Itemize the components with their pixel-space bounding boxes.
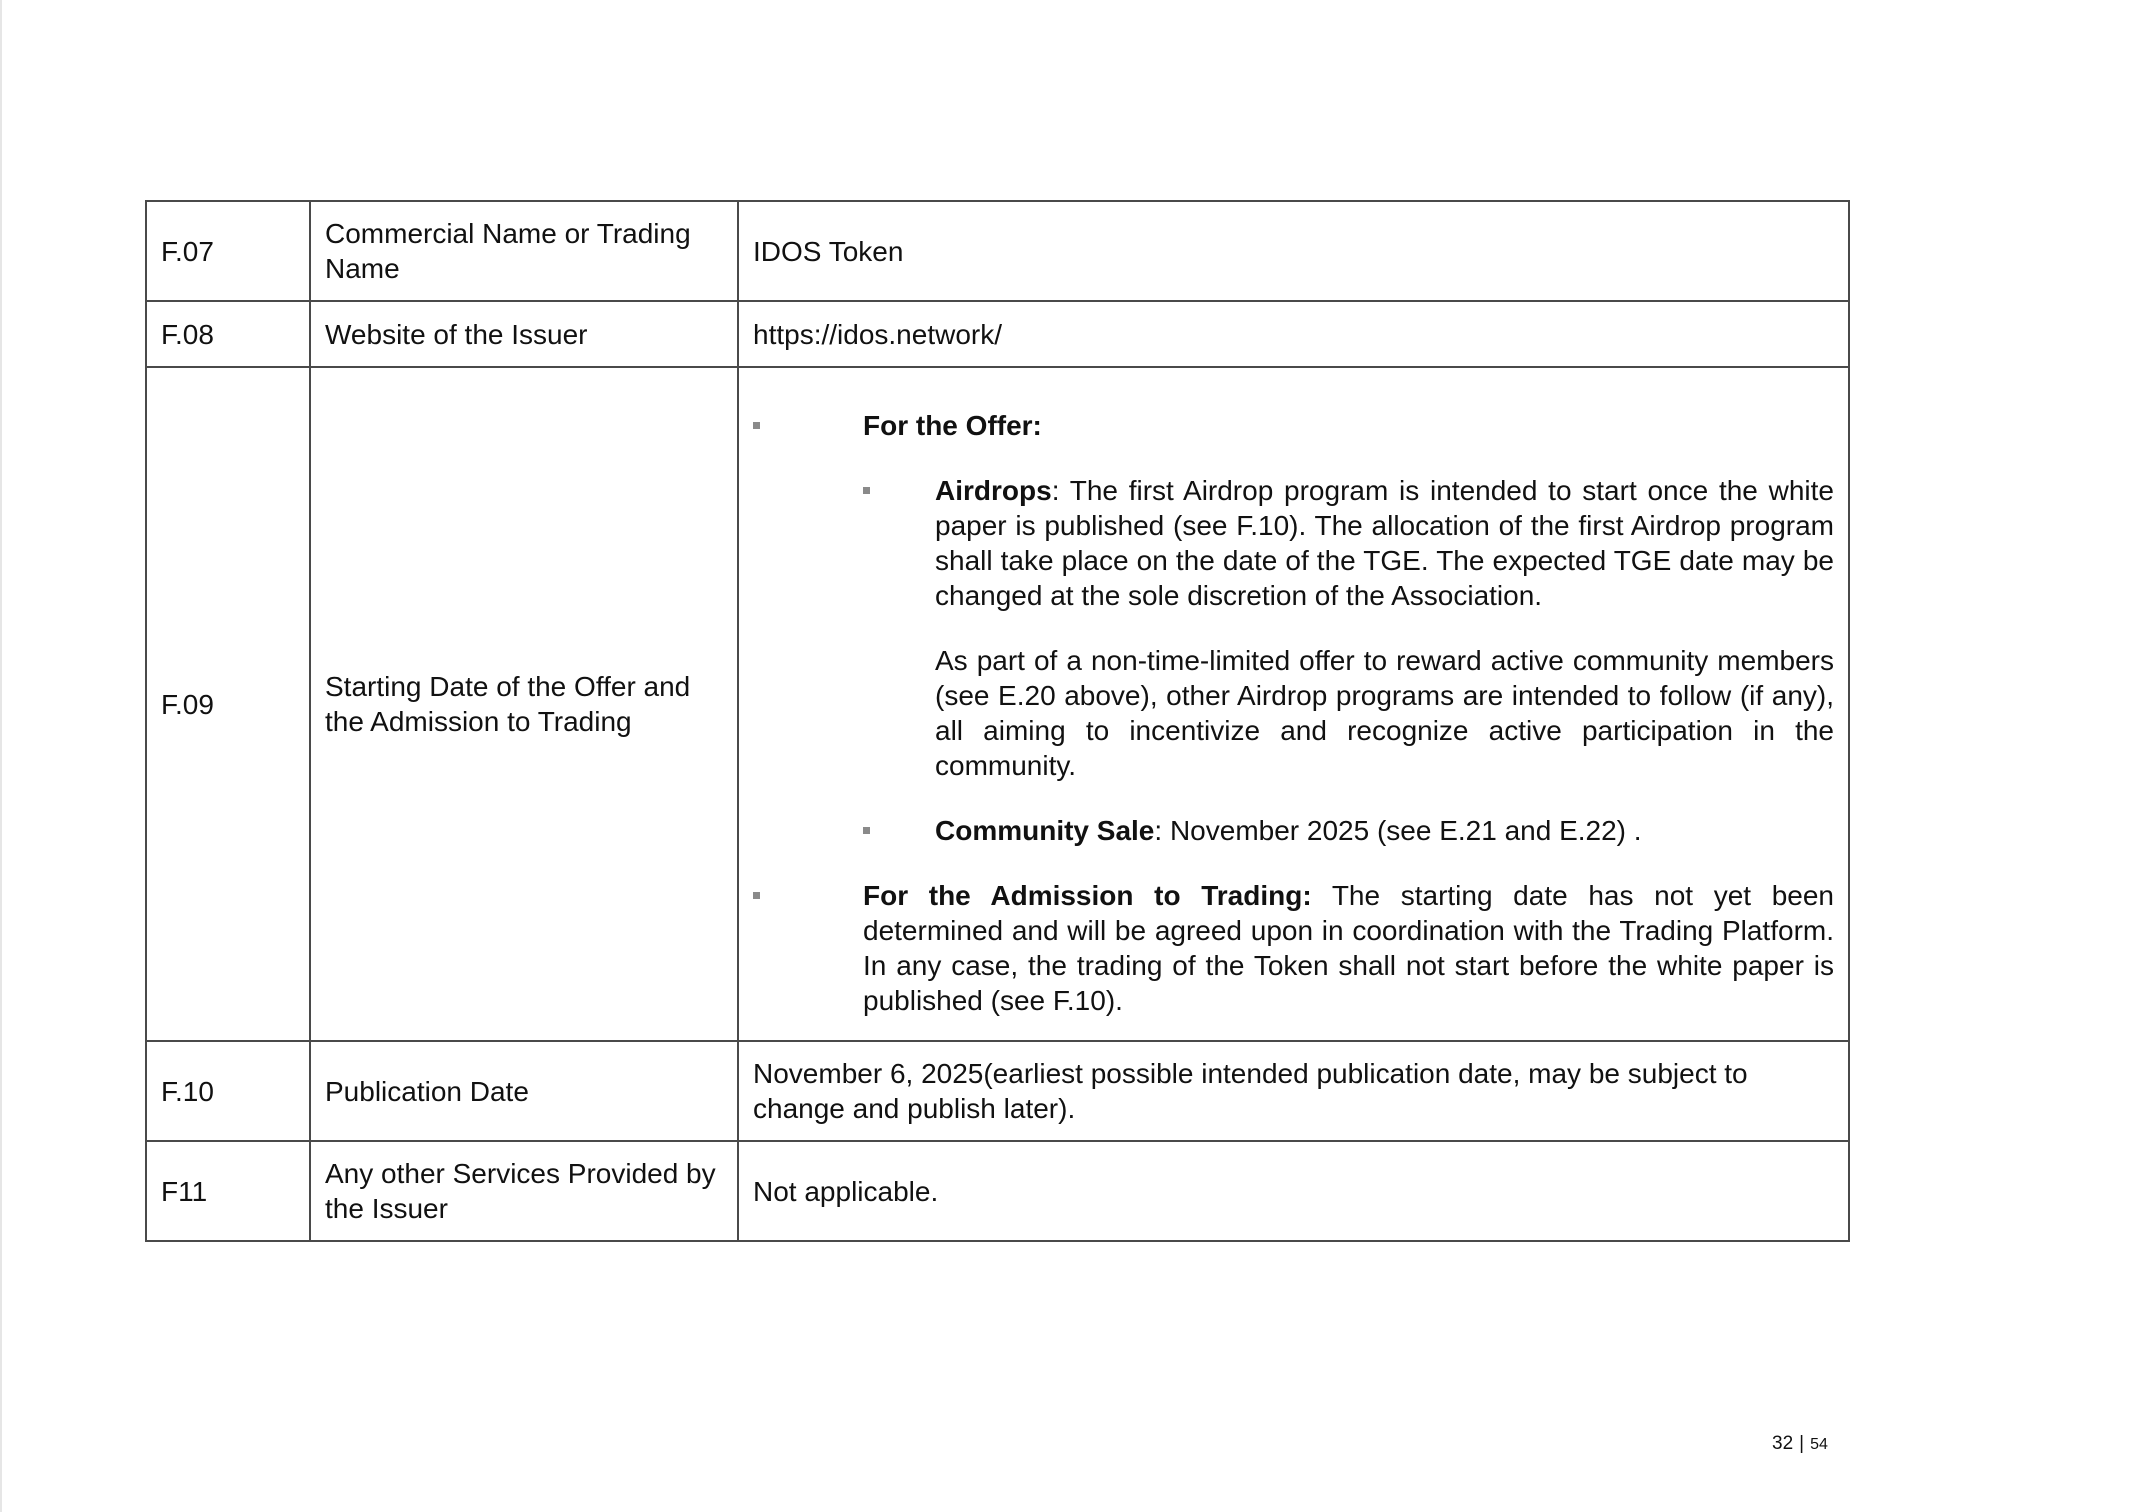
offer-heading: For the Offer: [863,410,1042,441]
row-id: F.07 [146,201,310,301]
table-row [146,301,1849,367]
list-item-community-sale [863,813,1834,848]
offer-list [753,408,1834,1018]
row-label: Any other Services Provided by the Issuer [310,1141,738,1241]
table-row [146,1141,1849,1241]
admission-term: For the Admission to Trading: [863,880,1312,911]
row-id: F11 [146,1141,310,1241]
page-separator: | [1799,1433,1805,1454]
bullet-square-icon [863,487,870,494]
row-label: Website of the Issuer [310,301,738,367]
offer-sub-list [863,473,1834,848]
row-label: Starting Date of the Offer and the Admission to Trading [310,367,738,1041]
row-value: Not applicable. [738,1141,1849,1241]
bullet-square-icon [753,422,760,429]
row-id: F.09 [146,367,310,1041]
row-id: F.10 [146,1041,310,1141]
list-item-admission [753,878,1834,1018]
table-row [146,1041,1849,1141]
bullet-square-icon [753,892,760,899]
airdrops-paragraph: As part of a non-time-limited offer to reward active community members (see E.20 above), other Airdrop programs are intended to follow (if any), all aiming to incentivize and recognize active participation in the community. [935,645,1834,781]
page-total: 54 [1810,1436,1828,1453]
bullet-square-icon [863,827,870,834]
community-sale-term: Community Sale [935,815,1155,846]
table-row [146,367,1849,1041]
page-edge [0,0,2,1512]
list-item-airdrops [863,473,1834,783]
row-value: November 6, 2025(earliest possible intended publication date, may be subject to change and publish later). [738,1041,1849,1141]
airdrops-text: : The first Airdrop program is intended to start once the white paper is published (see F.10). The allocation of the first Airdrop program shall take place on the date of the TGE. The expected TGE date may be changed at the sole discretion of the Association. [935,475,1834,611]
row-value: IDOS Token [738,201,1849,301]
community-sale-text: : November 2025 (see E.21 and E.22) . [1154,815,1642,846]
website-link[interactable]: https://idos.network/ [738,301,1849,367]
page-number [1772,1432,1828,1457]
admission-text: The starting date has not yet been determined and will be agreed upon in coordination with the Trading Platform. In any case, the trading of the Token shall not start before the white paper is published (see F.10). [863,880,1834,1016]
page-current: 32 [1772,1433,1794,1454]
row-label: Commercial Name or Trading Name [310,201,738,301]
disclosure-table [145,200,1850,1242]
airdrops-term: Airdrops [935,475,1052,506]
list-item-offer [753,408,1834,848]
table-row [146,201,1849,301]
row-value [738,367,1849,1041]
row-id: F.08 [146,301,310,367]
row-label: Publication Date [310,1041,738,1141]
